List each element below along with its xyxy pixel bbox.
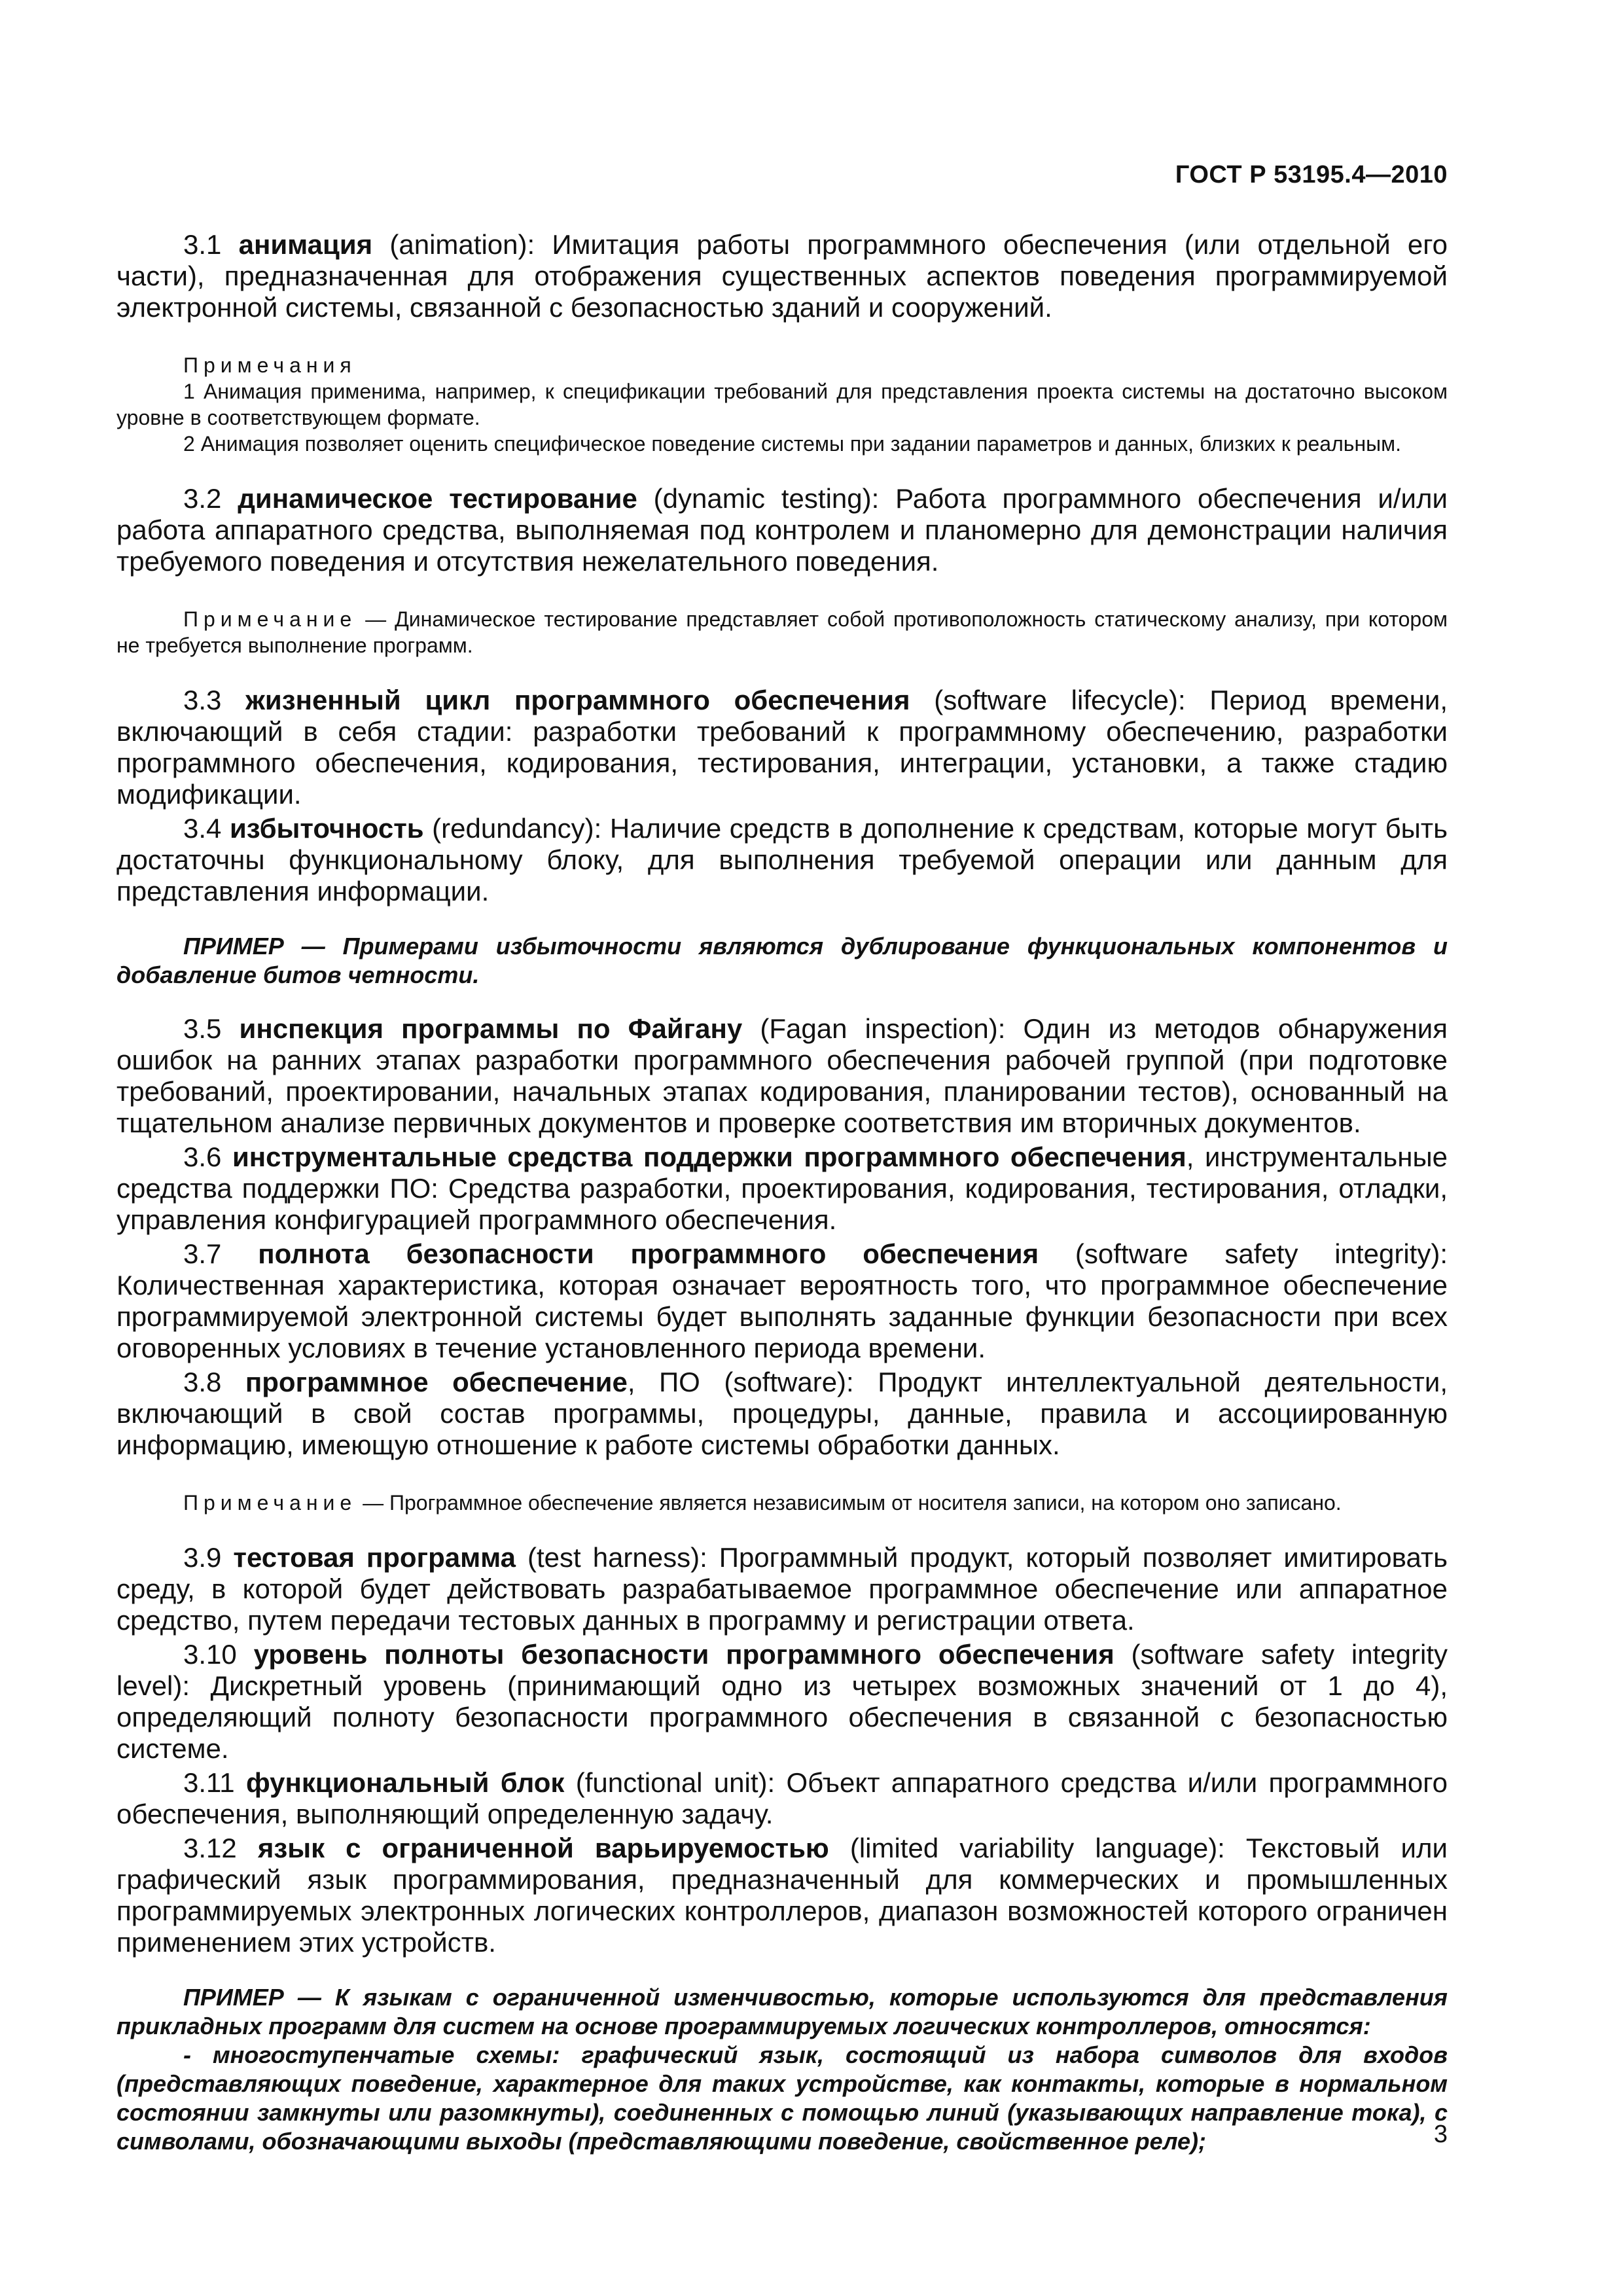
term-3-4 bbox=[116, 813, 1448, 907]
term-number: 3.6 bbox=[183, 1141, 222, 1172]
term-3-12 bbox=[116, 1833, 1448, 1958]
term-number: 3.1 bbox=[183, 229, 222, 260]
term-name: жизненный цикл программного обеспечения bbox=[245, 685, 910, 715]
term-definition: (software safety integrity): Количественная характеристика, которая означает вероятность того, что программное обеспечение программируемой электронной системы будет выполнять заданные функции безопасности при всех оговоренных условиях в течение установленного периода времени. bbox=[116, 1238, 1448, 1363]
term-definition: (animation): Имитация работы программного обеспечения (или отдельной его части), предназначенная для отображения существенных аспектов поведения программируемой электронной системы, связанной с безопасностью зданий и сооружений. bbox=[116, 229, 1448, 323]
example-3-12 bbox=[116, 1983, 1448, 2156]
term-number: 3.7 bbox=[183, 1238, 222, 1269]
example-text: ПРИМЕР — К языкам с ограниченной изменчивостью, которые используются для представления прикладных программ для систем на основе программируемых логических контроллеров, относятся: bbox=[116, 1984, 1448, 2039]
term-definition: , ПО (software): Продукт интеллектуальной деятельности, включающий в свой состав программы, процедуры, данные, правила и ассоциированную информацию, имеющую отношение к работе системы обработки данных. bbox=[116, 1367, 1448, 1460]
term-number: 3.9 bbox=[183, 1542, 222, 1573]
note-item: 1 Анимация применима, например, к спецификации требований для представления проекта системы на достаточно высоком уровне в соответствующем формате. bbox=[116, 380, 1448, 429]
example-text: ПРИМЕР — Примерами избыточности являются дублирование функциональных компонентов и добавление битов четности. bbox=[116, 933, 1448, 988]
note-label: Примечание bbox=[183, 607, 357, 631]
note-3-2 bbox=[116, 606, 1448, 658]
page-number: 3 bbox=[1433, 2121, 1448, 2148]
term-name: тестовая программа bbox=[233, 1542, 516, 1573]
term-definition: (redundancy): Наличие средств в дополнение к средствам, которые могут быть достаточны функциональному блоку, для выполнения требуемой операции или данным для представления информации. bbox=[116, 813, 1448, 906]
term-3-9 bbox=[116, 1542, 1448, 1636]
term-number: 3.11 bbox=[183, 1767, 235, 1798]
note-text: — Динамическое тестирование представляет собой противоположность статическому анализу, при котором не требуется выполнение программ. bbox=[116, 607, 1448, 657]
term-name: анимация bbox=[238, 229, 373, 260]
term-definition: (test harness): Программный продукт, который позволяет имитировать среду, в которой будет действовать разрабатываемое программное обеспечение или аппаратное средство, путем передачи тестовых данных в программу и регистрации ответа. bbox=[116, 1542, 1448, 1636]
term-number: 3.12 bbox=[183, 1833, 237, 1863]
term-definition: (functional unit): Объект аппаратного средства и/или программного обеспечения, выполняющий определенную задачу. bbox=[116, 1767, 1448, 1829]
term-definition: (dynamic testing): Работа программного обеспечения и/или работа аппаратного средства, выполняемая под контролем и планомерно для демонстрации наличия требуемого поведения и отсутствия нежелательного поведения. bbox=[116, 483, 1448, 577]
term-3-3 bbox=[116, 685, 1448, 810]
notes-3-1 bbox=[116, 352, 1448, 457]
term-definition: (Fagan inspection): Один из методов обнаружения ошибок на ранних этапах разработки программного обеспечения рабочей группой (при подготовке требований, проектировании, начальных этапах кодирования, планировании тестов), основанный на тщательном анализе первичных документов и проверке соответствия им вторичных документов. bbox=[116, 1013, 1448, 1138]
term-number: 3.2 bbox=[183, 483, 222, 514]
note-item: 2 Анимация позволяет оценить специфическое поведение системы при задании параметров и данных, близких к реальным. bbox=[183, 432, 1401, 456]
term-name: полнота безопасности программного обеспечения bbox=[258, 1238, 1039, 1269]
term-3-6 bbox=[116, 1141, 1448, 1236]
term-name: программное обеспечение bbox=[245, 1367, 628, 1397]
term-name: уровень полноты безопасности программного обеспечения bbox=[253, 1639, 1115, 1670]
term-3-11 bbox=[116, 1767, 1448, 1830]
term-3-10 bbox=[116, 1639, 1448, 1765]
term-name: динамическое тестирование bbox=[238, 483, 637, 514]
note-3-8 bbox=[116, 1490, 1448, 1516]
term-number: 3.4 bbox=[183, 813, 222, 844]
term-number: 3.8 bbox=[183, 1367, 222, 1397]
term-number: 3.3 bbox=[183, 685, 222, 715]
term-3-2 bbox=[116, 483, 1448, 577]
term-3-8 bbox=[116, 1367, 1448, 1461]
term-name: инспекция программы по Файгану bbox=[239, 1013, 743, 1044]
term-number: 3.5 bbox=[183, 1013, 222, 1044]
term-definition: , инструментальные средства поддержки ПО: Средства разработки, проектирования, кодирования, тестирования, отладки, управления конфигурацией программного обеспечения. bbox=[116, 1141, 1448, 1235]
example-3-4 bbox=[116, 932, 1448, 990]
term-number: 3.10 bbox=[183, 1639, 237, 1670]
term-definition: (software safety integrity level): Дискретный уровень (принимающий одно из четырех возможных значений от 1 до 4), определяющий полноту безопасности программного обеспечения в связанной с безопасностью системе. bbox=[116, 1639, 1448, 1764]
note-label: Примечание bbox=[183, 1491, 357, 1515]
term-name: функциональный блок bbox=[245, 1767, 565, 1798]
term-3-7 bbox=[116, 1238, 1448, 1364]
notes-title: Примечания bbox=[183, 353, 357, 377]
term-definition: (limited variability language): Текстовый или графический язык программирования, предназначенный для коммерческих и промышленных программируемых электронных логических контроллеров, диапазон возможностей которого ограничен применением этих устройств. bbox=[116, 1833, 1448, 1958]
term-3-1 bbox=[116, 229, 1448, 323]
term-name: инструментальные средства поддержки программного обеспечения bbox=[232, 1141, 1186, 1172]
document-body bbox=[116, 229, 1448, 2179]
note-text: — Программное обеспечение является независимым от носителя записи, на котором оно записано. bbox=[363, 1491, 1342, 1515]
example-list-item: - многоступенчатые схемы: графический язык, состоящий из набора символов для входов (представляющих поведение, характерное для таких устройстве, как контакты, которые в нормальном состоянии замкнуты или разомкнуты), соединенных с помощью линий (указывающих направление тока), с символами, обозначающими выходы (представляющими поведение, свойственное реле); bbox=[116, 2041, 1448, 2155]
term-name: избыточность bbox=[229, 813, 424, 844]
term-definition: (software lifecycle): Период времени, включающий в себя стадии: разработки требований к программному обеспечению, разработки программного обеспечения, кодирования, тестирования, интеграции, установки, а также стадию модификации. bbox=[116, 685, 1448, 810]
document-id: ГОСТ Р 53195.4—2010 bbox=[1175, 161, 1448, 188]
term-3-5 bbox=[116, 1013, 1448, 1139]
term-name: язык с ограниченной варьируемостью bbox=[257, 1833, 829, 1863]
